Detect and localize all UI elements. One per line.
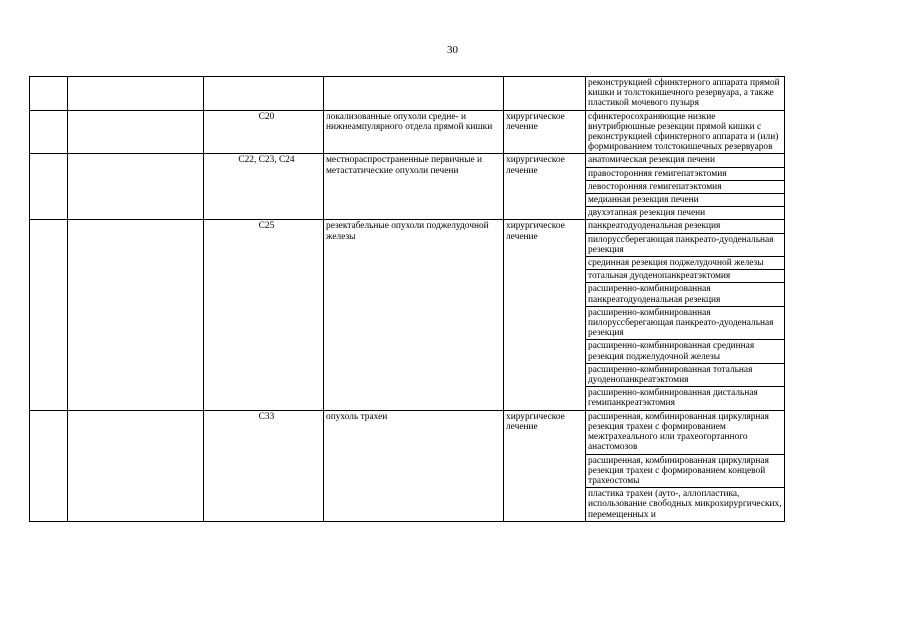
- row-number-cell: [30, 220, 68, 410]
- procedures-table: [29, 76, 785, 522]
- treatment-method-item: тотальная дуоденопанкреатэктомия: [586, 270, 784, 283]
- treatment-type-cell: [504, 77, 586, 111]
- profile-cell: [68, 110, 204, 154]
- treatment-method-item: левосторонняя гемигепатэктомия: [586, 181, 784, 194]
- table-row: [30, 410, 785, 521]
- icd-code-cell: C22, C23, C24: [204, 154, 324, 220]
- condition-cell: местнораспространенные первичные и метастатические опухоли печени: [324, 154, 504, 220]
- treatment-method-item: анатомическая резекция печени: [586, 154, 784, 167]
- condition-cell: [324, 77, 504, 111]
- treatment-method-item: панкреатодуоденальная резекция: [586, 220, 784, 233]
- condition-cell: локализованные опухоли средне- и нижнеампулярного отдела прямой кишки: [324, 110, 504, 154]
- treatment-method-item: двухэтапная резекция печени: [588, 208, 706, 219]
- treatment-method-item: расширенная, комбинированная циркулярная резекция трахеи с формированием концевой трахеостомы: [586, 455, 784, 489]
- icd-code-cell: C25: [204, 220, 324, 410]
- table-row: [30, 110, 785, 154]
- row-number-cell: [30, 410, 68, 521]
- table-row: [30, 154, 785, 220]
- row-number-cell: [30, 77, 68, 111]
- treatment-methods-cell: [586, 77, 785, 111]
- profile-cell: [68, 154, 204, 220]
- treatment-methods-cell: [586, 220, 785, 410]
- table-row: [30, 220, 785, 410]
- treatment-method-item: медианная резекция печени: [586, 194, 784, 207]
- treatment-method-item: пилоруссберегающая панкреато-дуоденальная резекция: [586, 234, 784, 257]
- treatment-methods-cell: [586, 110, 785, 154]
- treatment-method-item: реконструкцией сфинктерного аппарата прямой кишки и толстокишечного резервуара, а также пластикой мочевого пузыря: [588, 78, 780, 109]
- treatment-method-item: расширенно-комбинированная панкреатодуоденальная резекция: [586, 283, 784, 306]
- treatment-method-item: правосторонняя гемигепатэктомия: [586, 168, 784, 181]
- treatment-type-cell: хирургическое лечение: [504, 110, 586, 154]
- row-number-cell: [30, 110, 68, 154]
- icd-code-cell: C33: [204, 410, 324, 521]
- treatment-methods-cell: [586, 154, 785, 220]
- profile-cell: [68, 77, 204, 111]
- treatment-method-item: расширенная, комбинированная циркулярная резекция трахеи с формированием межтрахеального или трахеогортанного анастомозов: [586, 411, 784, 455]
- condition-cell: опухоль трахеи: [324, 410, 504, 521]
- treatment-type-cell: хирургическое лечение: [504, 154, 586, 220]
- treatment-method-item: расширенно-комбинированная срединная резекция поджелудочной железы: [586, 340, 784, 363]
- icd-code-cell: [204, 77, 324, 111]
- condition-cell: резектабельные опухоли поджелудочной железы: [324, 220, 504, 410]
- profile-cell: [68, 410, 204, 521]
- treatment-method-item: расширенно-комбинированная пилоруссберегающая панкреато-дуоденальная резекция: [586, 307, 784, 341]
- table-row: [30, 77, 785, 111]
- treatment-method-item: расширенно-комбинированная тотальная дуоденопанкреатэктомия: [586, 364, 784, 387]
- treatment-method-item: расширенно-комбинированная дистальная гемипанкреатэктомия: [588, 388, 758, 409]
- treatment-type-cell: хирургическое лечение: [504, 410, 586, 521]
- table-body: [30, 77, 785, 522]
- treatment-method-item: пластика трахеи (ауто-, аллопластика, использование свободных микрохирургических, перемещенных и: [588, 489, 782, 520]
- treatment-type-cell: хирургическое лечение: [504, 220, 586, 410]
- treatment-methods-cell: [586, 410, 785, 521]
- treatment-method-item: сфинктеросохраняющие низкие внутрибрюшные резекции прямой кишки с реконструкцией сфинктерного аппарата и (или) формированием толстокишечных резервуаров: [588, 111, 779, 153]
- profile-cell: [68, 220, 204, 410]
- icd-code-cell: C20: [204, 110, 324, 154]
- page-number: 30: [447, 44, 458, 56]
- row-number-cell: [30, 154, 68, 220]
- treatment-method-item: срединная резекция поджелудочной железы: [586, 257, 784, 270]
